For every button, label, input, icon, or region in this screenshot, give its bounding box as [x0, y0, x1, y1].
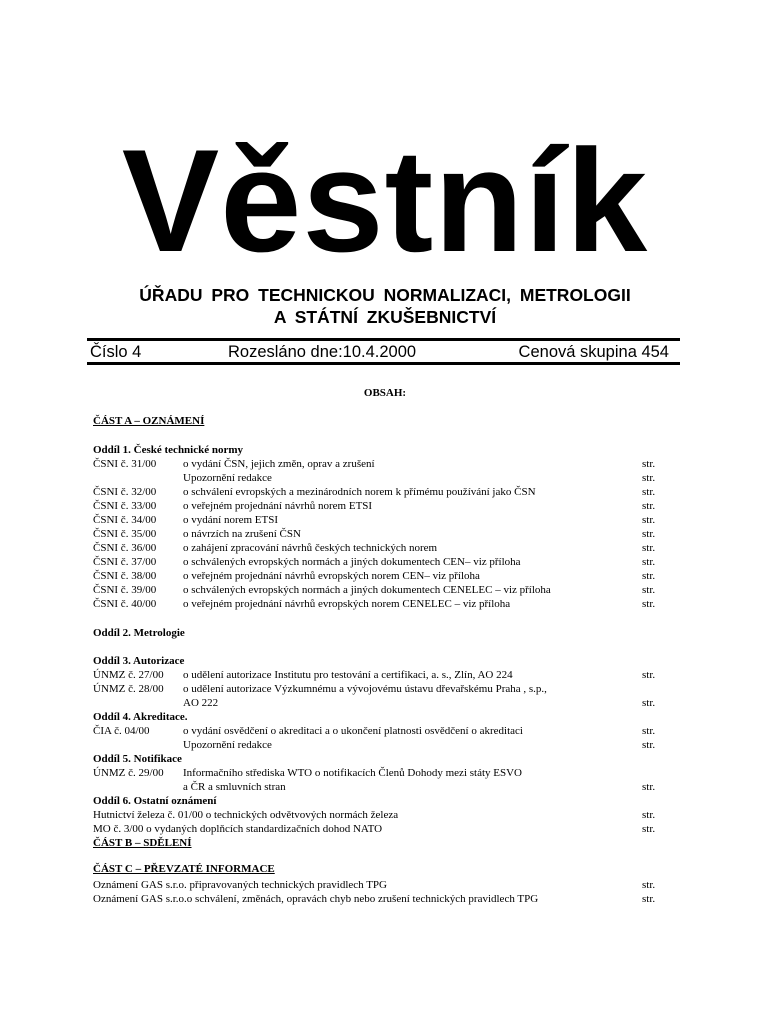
- issue-number: Číslo 4: [90, 343, 142, 361]
- row-text: o vydání ČSN, jejich změn, oprav a zrušení: [183, 458, 375, 470]
- row-code: ČSNI č. 38/00: [93, 570, 157, 582]
- row-page: str.: [642, 514, 656, 526]
- section-3-title: Oddíl 3. Autorizace: [93, 655, 185, 667]
- row-text: o schválených evropských normách a jiných dokumentech CENELEC – viz příloha: [183, 584, 551, 596]
- row-text: o vydání osvědčení o akreditaci a o ukončení platnosti osvědčení o akreditaci: [183, 725, 523, 737]
- row-page: str.: [642, 739, 656, 751]
- row-text: Informačního střediska WTO o notifikacích Členů Dohody mezi státy ESVO: [183, 767, 522, 779]
- bottom-divider: [87, 362, 680, 365]
- row-page: str.: [642, 879, 656, 891]
- row-text: o schválení evropských a mezinárodních norem k přímému používání jako ČSN: [183, 486, 536, 498]
- section-6-title: Oddíl 6. Ostatní oznámení: [93, 795, 217, 807]
- row-code: ČSNI č. 37/00: [93, 556, 157, 568]
- row-text: o schválených evropských normách a jiných dokumentech CEN– viz příloha: [183, 556, 521, 568]
- price-group: Cenová skupina 454: [518, 343, 669, 361]
- row-text: Upozornění redakce: [183, 472, 272, 484]
- row-code: ÚNMZ č. 29/00: [93, 767, 164, 779]
- row-code: ČSNI č. 36/00: [93, 542, 157, 554]
- row-page: str.: [642, 556, 656, 568]
- row-code: ČSNI č. 34/00: [93, 514, 157, 526]
- row-text: Oznámení GAS s.r.o.o schválení, změnách, opravách chyb nebo zrušení technických pravidlech TPG: [93, 893, 539, 905]
- row-text: o veřejném projednání návrhů evropských norem CENELEC – viz příloha: [183, 598, 511, 610]
- row-page: str.: [642, 809, 656, 821]
- row-text-continuation: AO 222: [183, 697, 219, 709]
- row-page: str.: [642, 725, 656, 737]
- row-code: ÚNMZ č. 28/00: [93, 683, 164, 695]
- row-text: o vydání norem ETSI: [183, 514, 279, 526]
- row-text: Upozornění redakce: [183, 739, 272, 751]
- row-text: o zahájení zpracování návrhů českých technických norem: [183, 542, 438, 554]
- row-page: str.: [642, 486, 656, 498]
- row-code: ČSNI č. 35/00: [93, 528, 157, 540]
- row-text: o veřejném projednání návrhů norem ETSI: [183, 500, 373, 512]
- row-page: str.: [642, 823, 656, 835]
- row-code: ČIA č. 04/00: [93, 725, 150, 737]
- row-page: str.: [642, 458, 656, 470]
- row-code: ČSNI č. 39/00: [93, 584, 157, 596]
- row-text: MO č. 3/00 o vydaných doplňcích standardizačních dohod NATO: [93, 823, 383, 835]
- row-page: str.: [642, 542, 656, 554]
- row-page: str.: [642, 669, 656, 681]
- row-text: Oznámení GAS s.r.o. připravovaných technických pravidlech TPG: [93, 879, 387, 891]
- row-page: str.: [642, 472, 656, 484]
- row-page: str.: [642, 570, 656, 582]
- row-page: str.: [642, 528, 656, 540]
- publisher-line-2: A STÁTNÍ ZKUŠEBNICTVÍ: [273, 307, 497, 327]
- contents-heading: OBSAH:: [363, 387, 407, 399]
- row-code: ČSNI č. 32/00: [93, 486, 157, 498]
- row-code: ÚNMZ č. 27/00: [93, 669, 164, 681]
- part-c-heading: ČÁST C – PŘEVZATÉ INFORMACE: [93, 863, 275, 875]
- row-code: ČSNI č. 33/00: [93, 500, 157, 512]
- row-text: o návrzích na zrušení ČSN: [183, 528, 301, 540]
- row-text: o udělení autorizace Institutu pro testování a certifikaci, a. s., Zlín, AO 224: [183, 669, 513, 681]
- publication-title: Věstník: [121, 119, 649, 282]
- publisher-line-1: ÚŘADU PRO TECHNICKOU NORMALIZACI, METROLOGII: [139, 285, 631, 305]
- row-text: o veřejném projednání návrhů evropských norem CEN– viz příloha: [183, 570, 480, 582]
- row-page: str.: [642, 500, 656, 512]
- row-page: str.: [642, 584, 656, 596]
- section-2-title: Oddíl 2. Metrologie: [93, 627, 185, 639]
- row-text: Hutnictví železa č. 01/00 o technických odvětvových normách železa: [93, 809, 399, 821]
- row-page: str.: [642, 893, 656, 905]
- part-a-heading: ČÁST A – OZNÁMENÍ: [93, 415, 205, 427]
- row-code: ČSNI č. 31/00: [93, 458, 157, 470]
- section-4-title: Oddíl 4. Akreditace.: [93, 711, 188, 723]
- row-text: o udělení autorizace Výzkumnému a vývojovému ústavu dřevařskému Praha , s.p.,: [183, 683, 547, 695]
- part-b-heading: ČÁST B – SDĚLENÍ: [93, 837, 192, 849]
- row-text-continuation: a ČR a smluvních stran: [183, 781, 286, 793]
- row-code: ČSNI č. 40/00: [93, 598, 157, 610]
- row-page: str.: [642, 781, 656, 793]
- row-page: str.: [642, 598, 656, 610]
- section-1-title: Oddíl 1. České technické normy: [93, 444, 244, 456]
- row-page: str.: [642, 697, 656, 709]
- distribution-date: Rozesláno dne:10.4.2000: [228, 343, 417, 361]
- section-5-title: Oddíl 5. Notifikace: [93, 753, 182, 765]
